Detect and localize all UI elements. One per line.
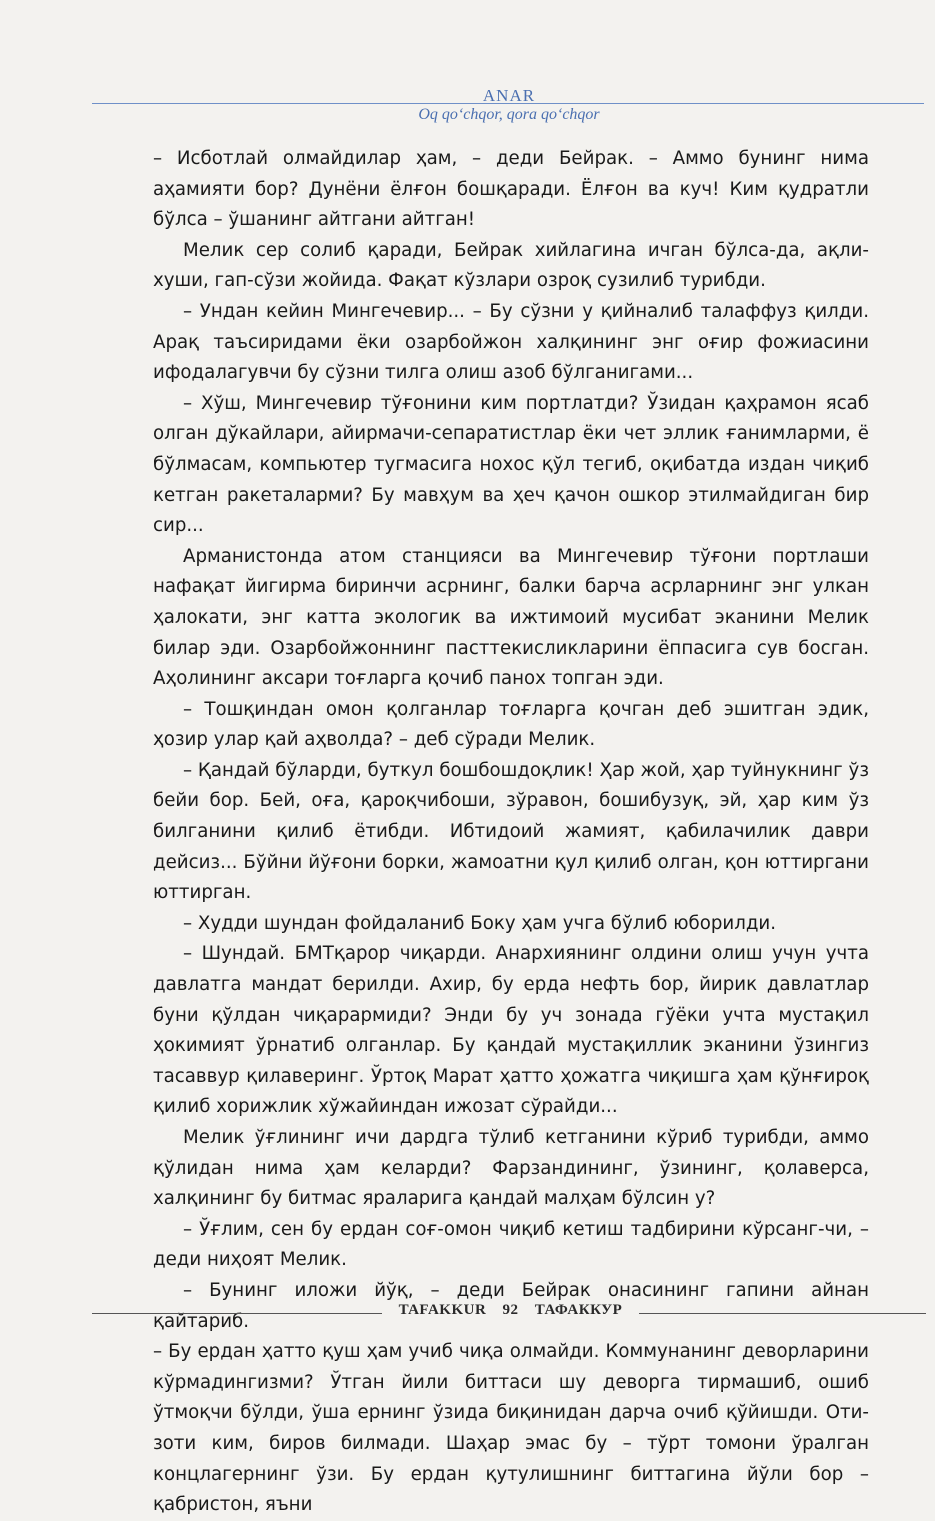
- footer-label: [388, 1302, 633, 1319]
- paragraph: – Хўш, Мингечевир тўғонини ким портлатди? Ўзидан қаҳрамон ясаб олган дўкайлари, айирмачи-сепаратистлар ёки чет эллик ғанимларми, ё бўлмасам, компьютер тугмасига нохос қўл тегиб, оқибатда издан чиқиб кетган ракеталарми? Бу мавҳум ва ҳеч қачон ошкор этилмайдиган бир сир...: [153, 392, 869, 537]
- header-rule: [92, 103, 924, 104]
- paragraph: – Ундан кейин Мингечевир... – Бу сўзни у қийналиб талаффуз қилди. Арақ таъсиридами ёки озарбойжон халқининг энг оғир фожиасини ифодалагувчи бу сўзни тилга олиш азоб бўлганигами...: [153, 300, 869, 384]
- paragraph: – Бу ердан ҳатто қуш ҳам учиб чиқа олмайди. Коммунанинг деворларини кўрмадингизми? Ўтган йили биттаси шу деворга тирмашиб, ошиб ўтмоқчи бўлди, ўша ернинг ўзида биқинидан дарча очиб қўйишди. Оти-зоти ким, биров билмади. Шаҳар эмас бу – тўрт томони ўралган концлагернинг ўзи. Бу ердан қутулишнинг биттагина йўли бор – қабристон, яъни: [153, 1341, 869, 1516]
- footer-rule-right: [639, 1313, 926, 1314]
- paragraph: – Ўғлим, сен бу ердан соғ-омон чиқиб кетиш тадбирини кўрсанг-чи, – деди ниҳоят Мелик.: [153, 1218, 869, 1271]
- paragraph: Мелик ўғлининг ичи дардга тўлиб кетганини кўриб турибди, аммо қўлидан нима ҳам келарди? Фарзандининг, ўзининг, қолаверса, халқининг бу битмас яраларига қандай малҳам бўлсин у?: [153, 1127, 869, 1210]
- footer-magazine-cyrillic: ТАФАККУР: [534, 1302, 623, 1318]
- footer-rule-left: [92, 1313, 382, 1314]
- page-number: 92: [502, 1302, 519, 1318]
- paragraph: – Исботлай олмайдилар ҳам, – деди Бейрак. – Аммо бунинг нима аҳамияти бор? Дунёни ёлғон бошқаради. Ёлғон ва куч! Ким қудратли бўлса – ўшанинг айтгани айтган!: [153, 148, 869, 231]
- running-head-author: ANAR: [482, 86, 536, 105]
- paragraph: Мелик сер солиб қаради, Бейрак хийлагина ичган бўлса-да, ақли-хуши, гап-сўзи жойида. Фақат кўзлари озроқ сузилиб турибди.: [153, 239, 869, 292]
- page-footer: [92, 1302, 928, 1326]
- paragraph: – Шундай. БМТқарор чиқарди. Анархиянинг олдини олиш учун учта давлатга мандат берилди. Ахир, бу ерда нефть бор, йирик давлатлар буни қўлдан чиқарармиди? Энди бу уч зонада гўёки учта мустақил ҳокимият ўрнатиб олганлар. Бу қандай мустақиллик эканини ўзингиз тасаввур қилаверинг. Ўртоқ Марат ҳатто ҳожатга чиқишга ҳам қўнғироқ қилиб хорижлик хўжайиндан ижозат сўрайди...: [153, 943, 869, 1118]
- paragraph: – Бунинг иложи йўқ, – деди Бейрак онасининг гапини айнан қайтариб.: [153, 1279, 869, 1332]
- paragraph: – Тошқиндан омон қолганлар тоғларга қочган деб эшитган эдик, ҳозир улар қай аҳволда? – деб сўради Мелик.: [153, 698, 869, 751]
- running-head-book-title: Oq qoʻchqor, qora qoʻchqor: [418, 106, 600, 123]
- paragraph: Арманистонда атом станцияси ва Мингечевир тўғони портлаши нафақат йигирма биринчи асрнинг, балки барча асрларнинг энг улкан ҳалокати, энг катта экологик ва ижтимоий мусибат эканини Мелик билар эди. Озарбойжоннинг пасттекисликларини ёппасига сув босган. Аҳолининг аксари тоғларга қочиб панох топган эди.: [153, 545, 869, 690]
- paragraph: – Қандай бўларди, буткул бошбошдоқлик! Ҳар жой, ҳар туйнукнинг ўз бейи бор. Бей, оға, қароқчибоши, зўравон, бошибузуқ, эй, ҳар ким ўз билганини қилиб ётибди. Ибтидоий жамият, қабилачилик даври дейсиз... Бўйни йўғони борки, жамоатни қул қилиб олган, қон юттиргани юттирган.: [153, 759, 869, 904]
- footer-magazine-latin: TAFAKKUR: [398, 1302, 487, 1318]
- paragraph: – Худди шундан фойдаланиб Боку ҳам учга бўлиб юборилди.: [183, 912, 777, 934]
